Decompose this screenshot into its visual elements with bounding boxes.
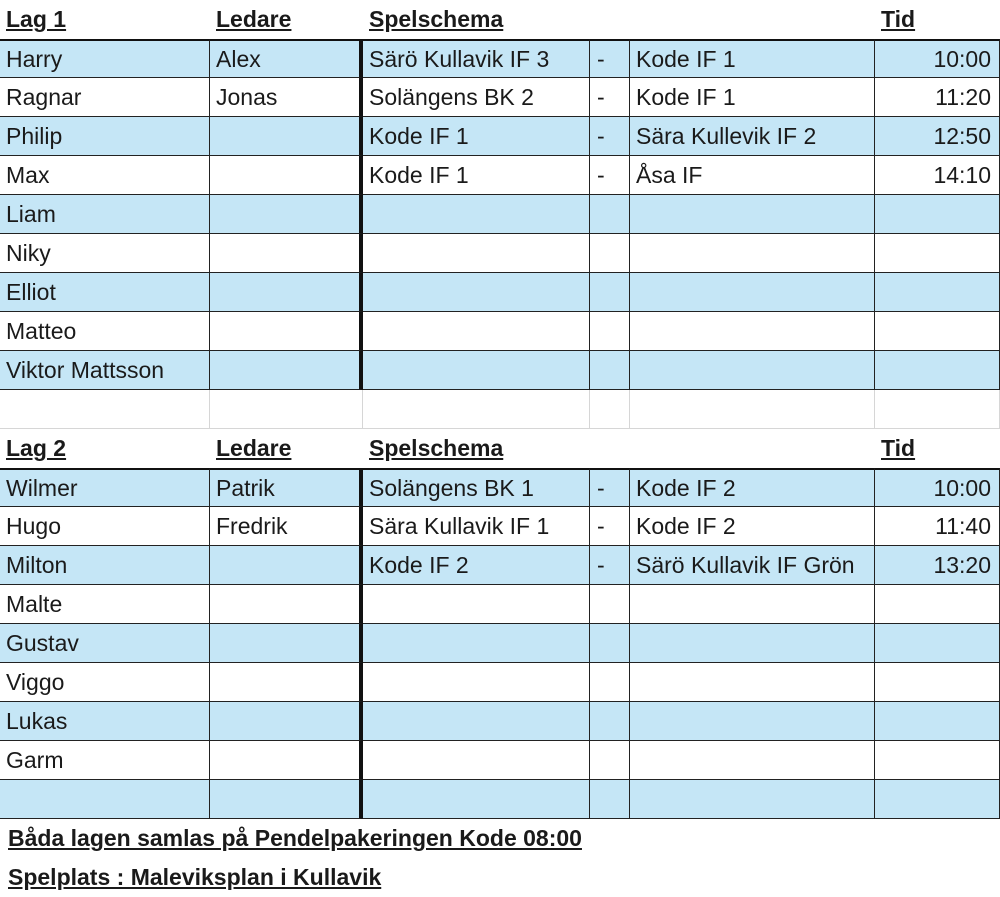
- home-team-cell[interactable]: [363, 195, 590, 234]
- away-team-cell[interactable]: [630, 234, 875, 273]
- separator-cell[interactable]: [590, 702, 630, 741]
- empty-cell[interactable]: [590, 390, 630, 429]
- home-team-cell[interactable]: [363, 585, 590, 624]
- player-cell[interactable]: Viggo: [0, 663, 210, 702]
- time-cell[interactable]: [875, 273, 1000, 312]
- separator-cell[interactable]: [590, 312, 630, 351]
- away-team-cell[interactable]: Kode IF 2: [630, 468, 875, 507]
- table-row: [0, 117, 1000, 156]
- table-row: [0, 780, 1000, 819]
- leader-cell[interactable]: [210, 624, 363, 663]
- spacer-row: [0, 390, 1000, 429]
- home-team-cell[interactable]: Solängens BK 1: [363, 468, 590, 507]
- separator-cell[interactable]: [590, 351, 630, 390]
- player-cell[interactable]: Max: [0, 156, 210, 195]
- home-team-cell[interactable]: Kode IF 2: [363, 546, 590, 585]
- time-cell[interactable]: [875, 312, 1000, 351]
- table-row: [0, 234, 1000, 273]
- schedule-header[interactable]: Spelschema: [369, 435, 504, 461]
- schedule-header-spacer[interactable]: [630, 429, 875, 468]
- leader-cell[interactable]: [210, 585, 363, 624]
- section-header-row: [0, 429, 1000, 468]
- separator-cell[interactable]: -: [590, 546, 630, 585]
- time-cell[interactable]: [875, 741, 1000, 780]
- time-header[interactable]: Tid: [881, 6, 916, 32]
- separator-cell[interactable]: -: [590, 468, 630, 507]
- away-team-cell[interactable]: [630, 624, 875, 663]
- empty-cell[interactable]: [875, 390, 1000, 429]
- away-team-cell[interactable]: [630, 351, 875, 390]
- table-row: [0, 156, 1000, 195]
- leader-cell[interactable]: [210, 546, 363, 585]
- separator-cell[interactable]: [590, 585, 630, 624]
- away-team-cell[interactable]: [630, 195, 875, 234]
- table-row: [0, 702, 1000, 741]
- table-row: [0, 273, 1000, 312]
- table-row: [0, 741, 1000, 780]
- empty-cell[interactable]: [363, 390, 590, 429]
- team-header[interactable]: Lag 2: [6, 435, 67, 461]
- leader-header[interactable]: Ledare: [216, 6, 292, 32]
- away-team-cell[interactable]: [630, 273, 875, 312]
- time-cell[interactable]: 12:50: [875, 117, 1000, 156]
- home-team-cell[interactable]: [363, 780, 590, 819]
- table-row: [0, 312, 1000, 351]
- leader-cell[interactable]: [210, 351, 363, 390]
- leader-cell[interactable]: [210, 273, 363, 312]
- leader-cell[interactable]: [210, 702, 363, 741]
- away-team-cell[interactable]: Kode IF 1: [630, 78, 875, 117]
- player-cell[interactable]: Wilmer: [0, 468, 210, 507]
- home-team-cell[interactable]: [363, 663, 590, 702]
- leader-cell[interactable]: [210, 234, 363, 273]
- leader-cell[interactable]: Jonas: [210, 78, 363, 117]
- player-cell[interactable]: Liam: [0, 195, 210, 234]
- leader-cell[interactable]: [210, 156, 363, 195]
- player-cell[interactable]: Harry: [0, 39, 210, 78]
- schedule-header-spacer[interactable]: [590, 429, 630, 468]
- player-cell[interactable]: [0, 780, 210, 819]
- time-cell[interactable]: 11:40: [875, 507, 1000, 546]
- team-header[interactable]: Lag 1: [6, 6, 67, 32]
- leader-cell[interactable]: [210, 195, 363, 234]
- empty-cell[interactable]: [0, 390, 210, 429]
- away-team-cell[interactable]: Kode IF 1: [630, 39, 875, 78]
- time-cell[interactable]: [875, 702, 1000, 741]
- separator-cell[interactable]: -: [590, 507, 630, 546]
- empty-cell[interactable]: [630, 390, 875, 429]
- separator-cell[interactable]: -: [590, 78, 630, 117]
- separator-cell[interactable]: [590, 195, 630, 234]
- time-cell[interactable]: [875, 195, 1000, 234]
- time-cell[interactable]: 13:20: [875, 546, 1000, 585]
- home-team-cell[interactable]: Kode IF 1: [363, 117, 590, 156]
- time-cell[interactable]: 10:00: [875, 39, 1000, 78]
- home-team-cell[interactable]: Kode IF 1: [363, 156, 590, 195]
- table-row: [0, 39, 1000, 78]
- away-team-cell[interactable]: Åsa IF: [630, 156, 875, 195]
- table-row: [0, 585, 1000, 624]
- table-row: [0, 468, 1000, 507]
- player-cell[interactable]: Hugo: [0, 507, 210, 546]
- note-row: [0, 819, 1000, 858]
- separator-cell[interactable]: [590, 780, 630, 819]
- time-cell[interactable]: [875, 234, 1000, 273]
- player-cell[interactable]: Garm: [0, 741, 210, 780]
- time-cell[interactable]: [875, 663, 1000, 702]
- gathering-note[interactable]: Båda lagen samlas på Pendelpakeringen Kode 08:00: [8, 825, 582, 851]
- table-row: [0, 663, 1000, 702]
- home-team-cell[interactable]: [363, 741, 590, 780]
- empty-cell[interactable]: [210, 390, 363, 429]
- player-cell[interactable]: Gustav: [0, 624, 210, 663]
- note-row: [0, 858, 1000, 897]
- player-cell[interactable]: Philip: [0, 117, 210, 156]
- home-team-cell[interactable]: [363, 702, 590, 741]
- separator-cell[interactable]: -: [590, 39, 630, 78]
- leader-cell[interactable]: [210, 741, 363, 780]
- separator-cell[interactable]: [590, 663, 630, 702]
- venue-note[interactable]: Spelplats : Maleviksplan i Kullavik: [8, 864, 382, 890]
- leader-cell[interactable]: Patrik: [210, 468, 363, 507]
- player-cell[interactable]: Matteo: [0, 312, 210, 351]
- separator-cell[interactable]: -: [590, 156, 630, 195]
- separator-cell[interactable]: [590, 624, 630, 663]
- home-team-cell[interactable]: Särö Kullavik IF 3: [363, 39, 590, 78]
- time-cell[interactable]: [875, 351, 1000, 390]
- schedule-header-spacer[interactable]: [590, 0, 630, 39]
- table-row: [0, 351, 1000, 390]
- separator-cell[interactable]: -: [590, 117, 630, 156]
- leader-cell[interactable]: [210, 117, 363, 156]
- time-header[interactable]: Tid: [881, 435, 916, 461]
- separator-cell[interactable]: [590, 273, 630, 312]
- leader-header[interactable]: Ledare: [216, 435, 292, 461]
- schedule-header-spacer[interactable]: [630, 0, 875, 39]
- home-team-cell[interactable]: [363, 624, 590, 663]
- schedule-header[interactable]: Spelschema: [369, 6, 504, 32]
- away-team-cell[interactable]: [630, 585, 875, 624]
- player-cell[interactable]: Viktor Mattsson: [0, 351, 210, 390]
- away-team-cell[interactable]: Kode IF 2: [630, 507, 875, 546]
- time-cell[interactable]: [875, 585, 1000, 624]
- player-cell[interactable]: Malte: [0, 585, 210, 624]
- table-row: [0, 624, 1000, 663]
- home-team-cell[interactable]: Solängens BK 2: [363, 78, 590, 117]
- away-team-cell[interactable]: Särö Kullavik IF Grön: [630, 546, 875, 585]
- table-row: [0, 546, 1000, 585]
- home-team-cell[interactable]: [363, 234, 590, 273]
- home-team-cell[interactable]: [363, 312, 590, 351]
- player-cell[interactable]: Niky: [0, 234, 210, 273]
- home-team-cell[interactable]: [363, 351, 590, 390]
- away-team-cell[interactable]: Sära Kullevik IF 2: [630, 117, 875, 156]
- away-team-cell[interactable]: [630, 780, 875, 819]
- home-team-cell[interactable]: [363, 273, 590, 312]
- player-cell[interactable]: Lukas: [0, 702, 210, 741]
- away-team-cell[interactable]: [630, 702, 875, 741]
- separator-cell[interactable]: [590, 234, 630, 273]
- away-team-cell[interactable]: [630, 312, 875, 351]
- away-team-cell[interactable]: [630, 741, 875, 780]
- player-cell[interactable]: Elliot: [0, 273, 210, 312]
- leader-cell[interactable]: Fredrik: [210, 507, 363, 546]
- table-row: [0, 507, 1000, 546]
- section-header-row: [0, 0, 1000, 39]
- table-row: [0, 195, 1000, 234]
- player-cell[interactable]: Milton: [0, 546, 210, 585]
- table-row: [0, 78, 1000, 117]
- time-cell[interactable]: 10:00: [875, 468, 1000, 507]
- leader-cell[interactable]: Alex: [210, 39, 363, 78]
- home-team-cell[interactable]: Sära Kullavik IF 1: [363, 507, 590, 546]
- separator-cell[interactable]: [590, 741, 630, 780]
- leader-cell[interactable]: [210, 312, 363, 351]
- time-cell[interactable]: [875, 624, 1000, 663]
- leader-cell[interactable]: [210, 663, 363, 702]
- away-team-cell[interactable]: [630, 663, 875, 702]
- time-cell[interactable]: 14:10: [875, 156, 1000, 195]
- player-cell[interactable]: Ragnar: [0, 78, 210, 117]
- time-cell[interactable]: [875, 780, 1000, 819]
- time-cell[interactable]: 11:20: [875, 78, 1000, 117]
- leader-cell[interactable]: [210, 780, 363, 819]
